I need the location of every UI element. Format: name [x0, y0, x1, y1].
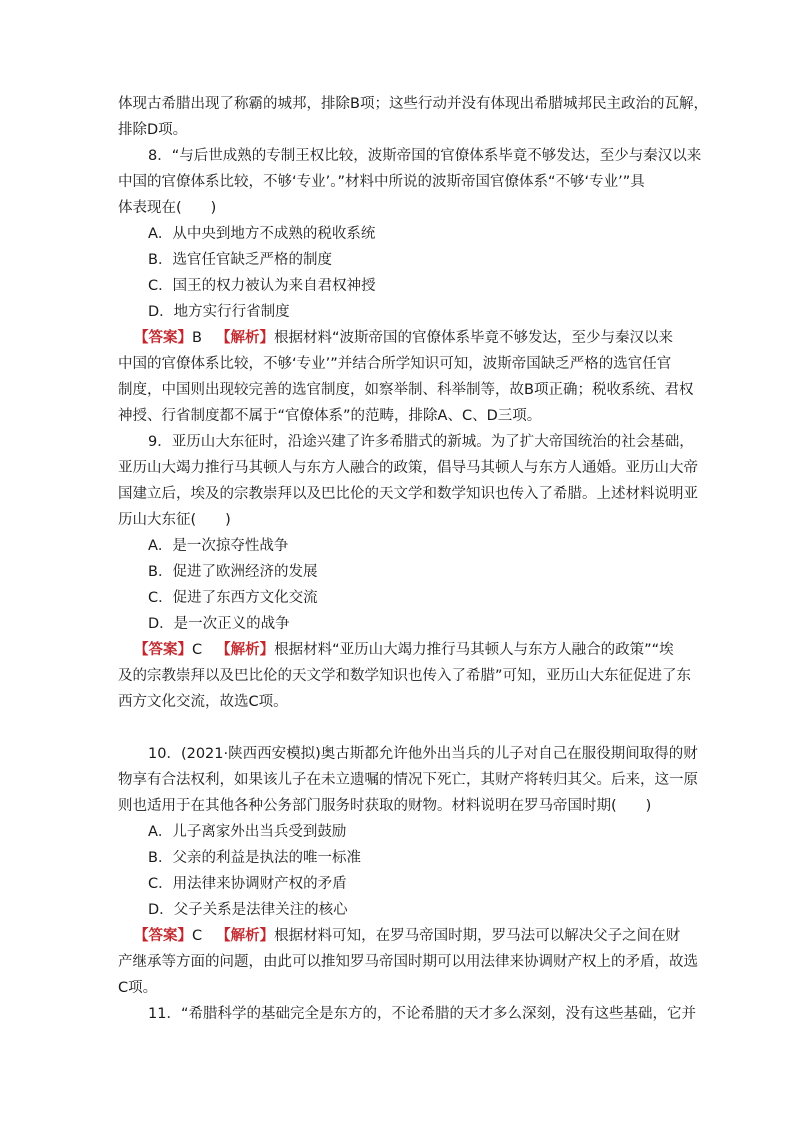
- question-9-stem: 历山大东征( ): [118, 512, 231, 528]
- analysis-text: 神授、行省制度都不属于“官僚体系”的范畴，排除A、C、D三项。: [118, 408, 542, 424]
- answer-tag: 【答案】: [134, 330, 192, 346]
- analysis-text: 根据材料“亚历山大竭力推行马其顿人与东方人融合的政策”“埃: [274, 642, 674, 658]
- answer-value: C: [192, 642, 203, 658]
- question-11-stem: 11．“希腊科学的基础完全是东方的，不论希腊的天才多么深刻，没有这些基础，它并: [148, 1006, 696, 1022]
- analysis-text: 制度，中国则出现较完善的选官制度，如察举制、科举制等，故B项正确；税收系统、君权: [118, 382, 694, 398]
- analysis-text: 根据材料“波斯帝国的官僚体系毕竟不够发达，至少与秦汉以来: [273, 330, 673, 346]
- option-b: B．父亲的利益是执法的唯一标准: [148, 850, 361, 866]
- analysis-text: 及的宗教崇拜以及巴比伦的天文学和数学知识也传入了希腊”可知，亚历山大东征促进了东: [118, 668, 692, 684]
- option-a: A．从中央到地方不成熟的税收系统: [148, 226, 376, 242]
- text-line: 体现古希腊出现了称霸的城邦，排除B项；这些行动并没有体现出希腊城邦民主政治的瓦解，: [118, 96, 708, 112]
- question-8-stem: 8．“与后世成熟的专制王权比较，波斯帝国的官僚体系毕竟不够发达，至少与秦汉以来: [148, 148, 702, 164]
- option-d: D．父子关系是法律关注的核心: [148, 902, 348, 918]
- analysis-tag: 【解析】: [215, 330, 274, 346]
- analysis-text: 中国的官僚体系比较，不够‘专业’”并结合所学知识可知，波斯帝国缺乏严格的选官任官: [118, 356, 672, 372]
- question-9-stem: 9．亚历山大东征时，沿途兴建了许多希腊式的新城。为了扩大帝国统治的社会基础，: [148, 434, 694, 450]
- analysis-text: C项。: [118, 980, 158, 996]
- analysis-tag: 【解析】: [216, 928, 275, 944]
- answer-tag: 【答案】: [134, 928, 192, 944]
- option-a: A．儿子离家外出当兵受到鼓励: [148, 824, 347, 840]
- question-9-stem: 国建立后，埃及的宗教崇拜以及巴比伦的天文学和数学知识也传入了希腊。上述材料说明亚: [118, 486, 698, 502]
- answer-line: [134, 640, 674, 660]
- text-line: 排除D项。: [118, 122, 188, 138]
- option-a: A．是一次掠夺性战争: [148, 538, 289, 554]
- question-8-stem: 体表现在( ): [118, 200, 217, 216]
- answer-value: B: [192, 330, 202, 346]
- analysis-text: 根据材料可知，在罗马帝国时期，罗马法可以解决父子之间在财: [274, 928, 681, 944]
- question-9-stem: 亚历山大竭力推行马其顿人与东方人融合的政策，倡导马其顿人与东方人通婚。亚历山大帝: [118, 460, 698, 476]
- question-10-stem: 10．(2021·陕西西安模拟)奥古斯都允许他外出当兵的儿子对自己在服役期间取得的财: [148, 746, 698, 762]
- answer-line: [134, 328, 673, 348]
- answer-value: C: [192, 928, 203, 944]
- analysis-text: 西方文化交流，故选C项。: [118, 694, 288, 710]
- option-b: B．选官任官缺乏严格的制度: [148, 252, 332, 268]
- analysis-tag: 【解析】: [216, 642, 275, 658]
- option-c: C．国王的权力被认为来自君权神授: [148, 278, 376, 294]
- analysis-text: 产继承等方面的问题，由此可以推知罗马帝国时期可以用法律来协调财产权上的矛盾，故选: [118, 954, 698, 970]
- option-d: D．是一次正义的战争: [148, 616, 290, 632]
- option-d: D．地方实行行省制度: [148, 304, 290, 320]
- option-b: B．促进了欧洲经济的发展: [148, 564, 318, 580]
- answer-line: [134, 926, 680, 946]
- answer-tag: 【答案】: [134, 642, 192, 658]
- question-8-stem: 中国的官僚体系比较，不够‘专业’。”材料中所说的波斯帝国官僚体系“不够‘专业’”具: [118, 174, 645, 190]
- question-10-stem: 则也适用于在其他各种公务部门服务时获取的财物。材料说明在罗马帝国时期( ): [118, 798, 652, 814]
- option-c: C．用法律来协调财产权的矛盾: [148, 876, 347, 892]
- question-10-stem: 物享有合法权利，如果该儿子在未立遗嘱的情况下死亡，其财产将转归其父。后来，这一原: [118, 772, 698, 788]
- option-c: C．促进了东西方文化交流: [148, 590, 318, 606]
